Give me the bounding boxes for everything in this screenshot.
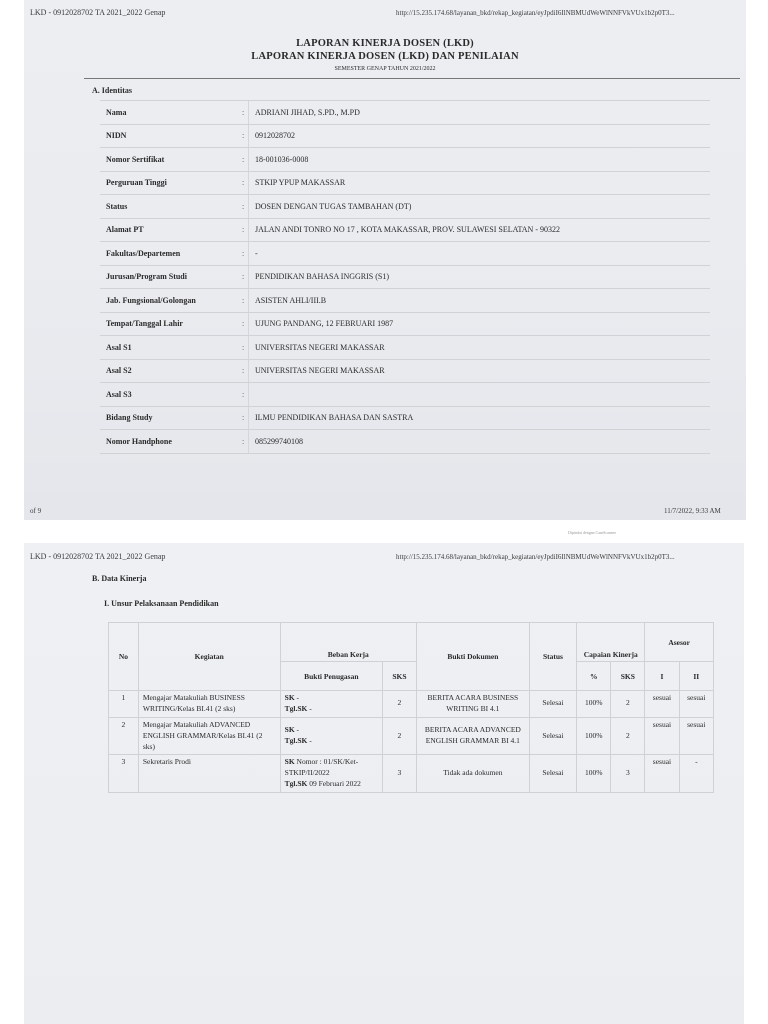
tglsk-label: Tgl.SK xyxy=(284,779,308,789)
cell-no: 3 xyxy=(109,755,139,793)
cell-bukti-penugasan xyxy=(280,691,382,718)
cell-no: 1 xyxy=(109,691,139,718)
cell-asesor-1: sesuai xyxy=(645,755,679,793)
cell-sks-capaian: 3 xyxy=(611,755,645,793)
identity-label: Status xyxy=(100,195,242,219)
identity-label: Asal S2 xyxy=(100,359,242,383)
cell-bukti-penugasan xyxy=(280,755,382,793)
identity-colon: : xyxy=(242,218,249,242)
identity-value: UJUNG PANDANG, 12 FEBRUARI 1987 xyxy=(249,312,711,336)
col-asesor: Asesor xyxy=(645,623,714,662)
report-title: LAPORAN KINERJA DOSEN (LKD) xyxy=(296,38,474,49)
identity-label: Nomor Handphone xyxy=(100,430,242,454)
page-footer-timestamp: 11/7/2022, 9:33 AM xyxy=(664,507,721,515)
col-asesor-2: II xyxy=(679,662,713,691)
kinerja-table xyxy=(108,622,714,793)
identity-value xyxy=(249,383,711,407)
identity-colon: : xyxy=(242,312,249,336)
identity-colon: : xyxy=(242,124,249,148)
identity-value: STKIP YPUP MAKASSAR xyxy=(249,171,711,195)
table-row xyxy=(109,717,714,755)
identity-label: Nama xyxy=(100,101,242,125)
cell-bukti-dokumen: BERITA ACARA ADVANCED ENGLISH GRAMMAR BI 4.1 xyxy=(416,717,529,755)
identity-row xyxy=(100,101,710,125)
table-row xyxy=(109,755,714,793)
col-persen: % xyxy=(577,662,611,691)
col-no: No xyxy=(109,623,139,691)
document-page-1 xyxy=(24,0,746,520)
identity-row xyxy=(100,336,710,360)
page-header-url: http://15.235.174.68/layanan_bkd/rekap_kegiatan/eyJpdiI6IlNBMUdWeWlNNFVkVUx1b2p0T3... xyxy=(396,553,675,561)
col-bukti-dokumen: Bukti Dokumen xyxy=(416,623,529,691)
cell-kegiatan: Mengajar Matakuliah ADVANCED ENGLISH GRAMMAR/Kelas BI.41 (2 sks) xyxy=(138,717,280,755)
tglsk-value: - xyxy=(309,736,312,746)
identity-label: Alamat PT xyxy=(100,218,242,242)
cell-status: Selesai xyxy=(529,691,576,718)
identity-colon: : xyxy=(242,171,249,195)
identity-colon: : xyxy=(242,359,249,383)
identity-value: - xyxy=(249,242,711,266)
identity-value: ASISTEN AHLI/III.B xyxy=(249,289,711,313)
cell-asesor-2: sesuai xyxy=(679,691,713,718)
semester-label: SEMESTER GENAP TAHUN 2021/2022 xyxy=(334,66,436,72)
cell-status: Selesai xyxy=(529,717,576,755)
tglsk-label: Tgl.SK xyxy=(284,736,308,746)
section-data-kinerja-heading: B. Data Kinerja xyxy=(92,574,147,583)
cell-persen: 100% xyxy=(577,755,611,793)
cell-kegiatan: Sekretaris Prodi xyxy=(138,755,280,793)
cell-bukti-penugasan xyxy=(280,717,382,755)
identity-row xyxy=(100,359,710,383)
cell-sks: 2 xyxy=(382,717,416,755)
identity-value: JALAN ANDI TONRO NO 17 , KOTA MAKASSAR, PROV. SULAWESI SELATAN - 90322 xyxy=(249,218,711,242)
identity-row xyxy=(100,218,710,242)
cell-kegiatan: Mengajar Matakuliah BUSINESS WRITING/Kelas BI.41 (2 sks) xyxy=(138,691,280,718)
cell-sks-capaian: 2 xyxy=(611,717,645,755)
identity-row xyxy=(100,148,710,172)
identity-colon: : xyxy=(242,289,249,313)
identity-colon: : xyxy=(242,406,249,430)
cell-asesor-2: sesuai xyxy=(679,717,713,755)
col-beban-kerja: Beban Kerja xyxy=(280,623,416,662)
identity-label: Jurusan/Program Studi xyxy=(100,265,242,289)
page-header-url: http://15.235.174.68/layanan_bkd/rekap_kegiatan/eyJpdiI6IlNBMUdWeWlNNFVkVUx1b2p0T3... xyxy=(396,9,675,17)
document-page-2 xyxy=(24,543,744,1024)
identity-value: UNIVERSITAS NEGERI MAKASSAR xyxy=(249,359,711,383)
sk-value: Nomor : 01/SK/Ket-STKIP/II/2022 xyxy=(284,757,359,778)
page-footer-left: of 9 xyxy=(30,507,42,515)
identity-table xyxy=(100,100,710,454)
tglsk-value: 09 Februari 2022 xyxy=(309,779,361,789)
table-row xyxy=(109,691,714,718)
cell-persen: 100% xyxy=(577,691,611,718)
cell-no: 2 xyxy=(109,717,139,755)
col-sks-capaian: SKS xyxy=(611,662,645,691)
identity-colon: : xyxy=(242,336,249,360)
identity-row xyxy=(100,312,710,336)
cell-bukti-dokumen: Tidak ada dokumen xyxy=(416,755,529,793)
col-kegiatan: Kegiatan xyxy=(138,623,280,691)
identity-colon: : xyxy=(242,148,249,172)
sk-label: SK xyxy=(284,757,295,767)
identity-row xyxy=(100,265,710,289)
identity-value: ILMU PENDIDIKAN BAHASA DAN SASTRA xyxy=(249,406,711,430)
cell-bukti-dokumen: BERITA ACARA BUSINESS WRITING BI 4.1 xyxy=(416,691,529,718)
identity-value: 18-001036-0008 xyxy=(249,148,711,172)
cell-asesor-1: sesuai xyxy=(645,717,679,755)
scanner-watermark: Dipindai dengan CamScanner xyxy=(568,530,616,535)
identity-colon: : xyxy=(242,195,249,219)
identity-value: 0912028702 xyxy=(249,124,711,148)
identity-row xyxy=(100,289,710,313)
identity-label: Jab. Fungsional/Golongan xyxy=(100,289,242,313)
identity-label: Asal S3 xyxy=(100,383,242,407)
cell-asesor-2: - xyxy=(679,755,713,793)
identity-label: Asal S1 xyxy=(100,336,242,360)
identity-row xyxy=(100,406,710,430)
cell-status: Selesai xyxy=(529,755,576,793)
col-asesor-1: I xyxy=(645,662,679,691)
identity-value: 085299740108 xyxy=(249,430,711,454)
cell-sks: 2 xyxy=(382,691,416,718)
title-divider xyxy=(84,78,740,79)
identity-colon: : xyxy=(242,430,249,454)
cell-asesor-1: sesuai xyxy=(645,691,679,718)
identity-label: Tempat/Tanggal Lahir xyxy=(100,312,242,336)
identity-value: PENDIDIKAN BAHASA INGGRIS (S1) xyxy=(249,265,711,289)
col-status: Status xyxy=(529,623,576,691)
identity-label: Fakultas/Departemen xyxy=(100,242,242,266)
col-sks: SKS xyxy=(382,662,416,691)
report-subtitle: LAPORAN KINERJA DOSEN (LKD) DAN PENILAIAN xyxy=(251,51,519,62)
identity-colon: : xyxy=(242,101,249,125)
identity-value: ADRIANI JIHAD, S.PD., M.PD xyxy=(249,101,711,125)
sk-label: SK xyxy=(284,725,295,735)
identity-label: Perguruan Tinggi xyxy=(100,171,242,195)
identity-row xyxy=(100,171,710,195)
identity-colon: : xyxy=(242,242,249,266)
col-bukti-penugasan: Bukti Penugasan xyxy=(280,662,382,691)
section-identitas-heading: A. Identitas xyxy=(92,86,133,95)
cell-sks-capaian: 2 xyxy=(611,691,645,718)
identity-label: NIDN xyxy=(100,124,242,148)
tglsk-value: - xyxy=(309,703,312,713)
sk-value: - xyxy=(296,693,300,702)
cell-sks: 3 xyxy=(382,755,416,793)
page-header-left: LKD - 0912028702 TA 2021_2022 Genap xyxy=(30,552,166,561)
identity-colon: : xyxy=(242,383,249,407)
identity-value: UNIVERSITAS NEGERI MAKASSAR xyxy=(249,336,711,360)
subsection-pendidikan-heading: I. Unsur Pelaksanaan Pendidikan xyxy=(104,599,219,608)
identity-row xyxy=(100,430,710,454)
sk-value: - xyxy=(296,725,300,735)
identity-value: DOSEN DENGAN TUGAS TAMBAHAN (DT) xyxy=(249,195,711,219)
identity-row xyxy=(100,383,710,407)
cell-persen: 100% xyxy=(577,717,611,755)
identity-row xyxy=(100,242,710,266)
identity-colon: : xyxy=(242,265,249,289)
page-header-left: LKD - 0912028702 TA 2021_2022 Genap xyxy=(30,8,166,17)
identity-row xyxy=(100,124,710,148)
identity-label: Nomor Sertifikat xyxy=(100,148,242,172)
col-capaian-kinerja: Capaian Kinerja xyxy=(577,623,645,662)
identity-row xyxy=(100,195,710,219)
identity-label: Bidang Study xyxy=(100,406,242,430)
tglsk-label: Tgl.SK xyxy=(284,703,308,713)
sk-label: SK xyxy=(284,693,295,702)
